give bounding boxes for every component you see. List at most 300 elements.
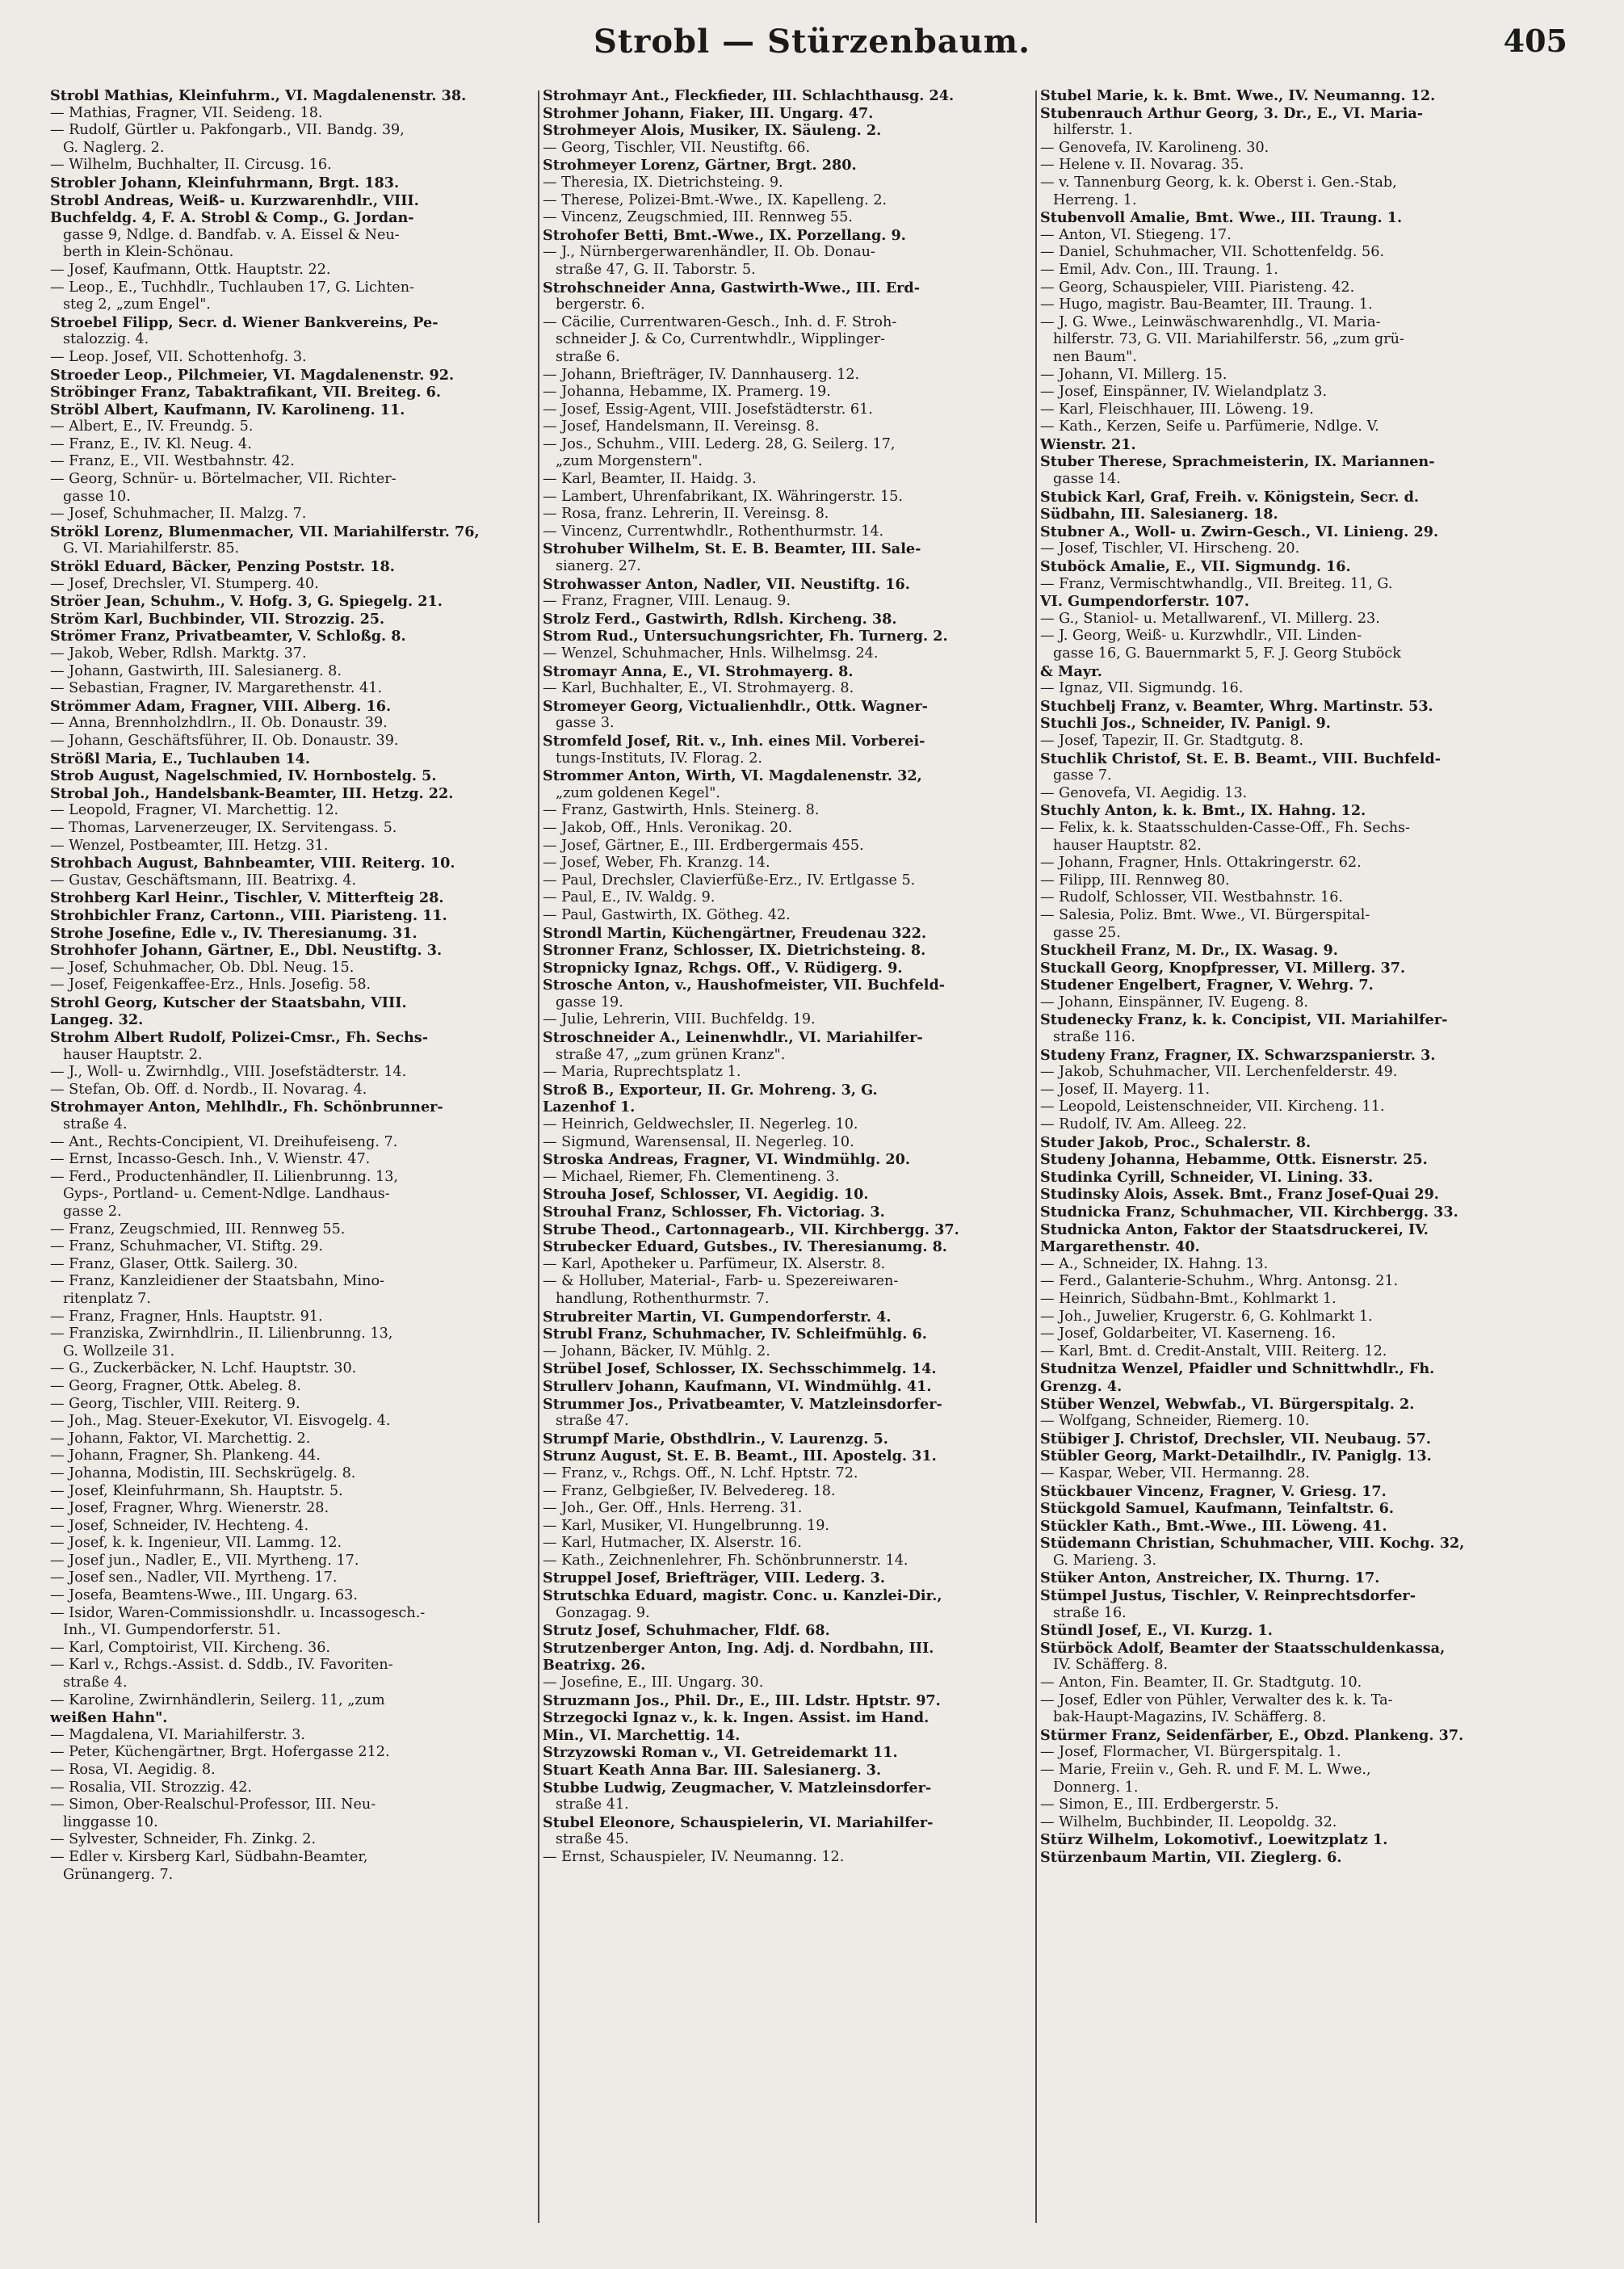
column-divider-2 (1035, 90, 1037, 2223)
directory-entry: Studeny Johanna, Hebamme, Ottk. Eisnerstr. 25. (1040, 1151, 1428, 1169)
directory-entry: — Josef, Handelsmann, II. Vereinsg. 8. (543, 418, 820, 435)
directory-entry: Strobal Joh., Handelsbank-Beamter, III. Hetzg. 22. (50, 784, 454, 802)
directory-entry: — Thomas, Larvenerzeuger, IX. Servitengass. 5. (50, 819, 397, 836)
directory-entry: Strumpf Marie, Obsthdlrin., V. Laurenzg. 5. (543, 1430, 888, 1448)
directory-entry: Strzyzowski Roman v., VI. Getreidemarkt 11. (543, 1744, 898, 1762)
directory-entry: — v. Tannenburg Georg, k. k. Oberst i. Gen.-Stab, (1040, 174, 1397, 191)
directory-entry: Strößl Maria, E., Tuchlauben 14. (50, 750, 310, 767)
directory-entry: — Rosa, franz. Lehrerin, II. Vereinsg. 8. (543, 506, 829, 523)
directory-entry: — Vincenz, Currentwhdlr., Rothenthurmstr. 14. (543, 523, 884, 540)
directory-entry: Strubl Franz, Schuhmacher, IV. Schleifmühlg. 6. (543, 1326, 927, 1343)
directory-entry: — Josef, Schneider, IV. Hechteng. 4. (50, 1517, 309, 1534)
directory-entry: — Wenzel, Schuhmacher, Hnls. Wilhelmsg. 24. (543, 645, 879, 662)
directory-entry: Ström Karl, Buchbinder, VII. Strozzig. 25. (50, 610, 385, 628)
directory-entry: — Josef, Essig-Agent, VIII. Josefstädterstr. 61. (543, 401, 873, 418)
directory-entry: — Johann, Fragner, Sh. Plankeng. 44. (50, 1448, 321, 1464)
directory-entry: Strummer Jos., Privatbeamter, V. Matzleinsdorfer- (543, 1395, 942, 1413)
directory-entry: Strohmeyer Lorenz, Gärtner, Brgt. 280. (543, 157, 857, 174)
directory-entry: — Jos., Schuhm., VIII. Lederg. 28, G. Seilerg. 17, (543, 435, 896, 452)
directory-entry: Strohhofer Johann, Gärtner, E., Dbl. Neustiftg. 3. (50, 942, 443, 960)
directory-entry: — & Holluber, Material-, Farb- u. Spezereiwaren- (543, 1273, 899, 1290)
directory-entry: Studer Jakob, Proc., Schalerstr. 8. (1040, 1133, 1311, 1151)
directory-entry: — Karl, Beamter, II. Haidg. 3. (543, 471, 757, 488)
directory-entry: — Franz, Vermischtwhandlg., VII. Breiteg. 11, G. (1040, 575, 1393, 592)
directory-entry: G. Marieng. 3. (1053, 1552, 1157, 1569)
directory-entry: — Emil, Adv. Con., III. Traung. 1. (1040, 261, 1278, 278)
directory-entry: Studinka Cyrill, Schneider, VI. Lining. 33. (1040, 1168, 1374, 1186)
directory-entry: straße 16. (1053, 1604, 1127, 1621)
directory-entry: Struppel Josef, Briefträger, VIII. Lederg. 3. (543, 1569, 886, 1587)
directory-entry: Stündl Josef, E., VI. Kurzg. 1. (1040, 1622, 1273, 1640)
directory-entry: Strob August, Nagelschmied, IV. Hornbostelg. 5. (50, 767, 437, 785)
directory-entry: Stuchli Jos., Schneider, IV. Panigl. 9. (1040, 715, 1331, 733)
directory-entry: Stückgold Samuel, Kaufmann, Teinfaltstr. 6. (1040, 1500, 1395, 1518)
directory-entry: — Franz, Zeugschmied, III. Rennweg 55. (50, 1221, 346, 1237)
directory-entry: — Johann, Bäcker, IV. Mühlg. 2. (543, 1342, 770, 1359)
directory-entry: Stüker Anton, Anstreicher, IX. Thurng. 17. (1040, 1569, 1380, 1587)
directory-entry: — Franz, Glaser, Ottk. Sailerg. 30. (50, 1255, 298, 1272)
directory-entry: — Rudolf, IV. Am. Alleeg. 22. (1040, 1116, 1247, 1133)
directory-entry: — Rosalia, VII. Strozzig. 42. (50, 1779, 252, 1796)
directory-entry: — Ferd., Galanterie-Schuhm., Whrg. Antonsg. 21. (1040, 1273, 1399, 1290)
directory-entry: — Franz, Gelbgießer, IV. Belvedereg. 18. (543, 1482, 836, 1499)
directory-entry: gasse 14. (1053, 471, 1121, 488)
directory-entry: straße 47, G. II. Taborstr. 5. (556, 261, 756, 278)
directory-entry: — Cäcilie, Currentwaren-Gesch., Inh. d. F. Stroh- (543, 313, 897, 330)
directory-entry: Strouha Josef, Schlosser, VI. Aegidig. 10. (543, 1186, 869, 1204)
directory-entry: — Hugo, magistr. Bau-Beamter, III. Traung. 1. (1040, 296, 1373, 313)
directory-entry: — Heinrich, Geldwechsler, II. Negerleg. 10. (543, 1116, 858, 1133)
directory-entry: — Josef, Tischler, VI. Hirscheng. 20. (1040, 540, 1300, 557)
directory-entry: — Karl, Comptoirist, VII. Kircheng. 36. (50, 1639, 330, 1656)
directory-entry: — Genovefa, VI. Aegidig. 13. (1040, 784, 1248, 801)
directory-entry: — Anton, Fin. Beamter, II. Gr. Stadtgutg. 10. (1040, 1674, 1362, 1691)
directory-entry: — Josef, Flormacher, VI. Bürgerspitalg. 1. (1040, 1744, 1341, 1761)
directory-entry: Studenecky Franz, k. k. Concipist, VII. Mariahilfer- (1040, 1011, 1448, 1029)
directory-entry: Stubenrauch Arthur Georg, 3. Dr., E., VI. Maria- (1040, 104, 1424, 122)
directory-entry: — Simon, Ober-Realschul-Professor, III. Neu- (50, 1796, 376, 1813)
directory-entry: — Josef, II. Mayerg. 11. (1040, 1081, 1211, 1098)
directory-entry: Stuchly Anton, k. k. Bmt., IX. Hahng. 12. (1040, 802, 1366, 820)
directory-entry: Stuböck Amalie, E., VII. Sigmundg. 16. (1040, 558, 1351, 576)
directory-entry: — Franz, v., Rchgs. Off., N. Lchf. Hptstr. 72. (543, 1464, 858, 1481)
directory-entry: Stüber Wenzel, Webwfab., VI. Bürgerspitalg. 2. (1040, 1395, 1415, 1413)
directory-entry: Strobler Johann, Kleinfuhrmann, Brgt. 183. (50, 174, 400, 191)
directory-entry: Stronner Franz, Schlosser, IX. Dietrichsteing. 8. (543, 942, 926, 960)
directory-entry: „zum Morgenstern". (556, 453, 703, 470)
directory-entry: Stroeder Leop., Pilchmeier, VI. Magdalenenstr. 92. (50, 366, 455, 384)
directory-entry: — Rudolf, Gürtler u. Pakfongarb., VII. Bandg. 39, (50, 122, 405, 139)
directory-entry: — Jakob, Weber, Rdlsh. Marktg. 37. (50, 645, 307, 662)
directory-entry: — Josef, k. k. Ingenieur, VII. Lammg. 12. (50, 1535, 342, 1552)
directory-entry: — Josefa, Beamtens-Wwe., III. Ungarg. 63. (50, 1587, 358, 1604)
directory-entry: — Johann, Fragner, Hnls. Ottakringerstr. 62. (1040, 855, 1362, 872)
directory-entry: Strohbach August, Bahnbeamter, VIII. Reiterg. 10. (50, 855, 455, 872)
directory-entry: Stropnicky Ignaz, Rchgs. Off., V. Rüdigerg. 9. (543, 959, 903, 977)
directory-entry: & Mayr. (1040, 662, 1102, 680)
directory-entry: Stubick Karl, Graf, Freih. v. Königstein, Secr. d. (1040, 488, 1420, 506)
directory-entry: — Kath., Zeichnenlehrer, Fh. Schönbrunnerstr. 14. (543, 1552, 909, 1569)
directory-entry: — Theresia, IX. Dietrichsteing. 9. (543, 174, 783, 191)
directory-entry: Stubbe Ludwig, Zeugmacher, V. Matzleinsdorfer- (543, 1779, 932, 1796)
directory-entry: — Gustav, Geschäftsmann, III. Beatrixg. 4. (50, 872, 357, 889)
directory-entry: straße 45. (556, 1831, 629, 1848)
directory-entry: Stubel Eleonore, Schauspielerin, VI. Mariahilfer- (543, 1813, 934, 1831)
column-divider-1 (538, 90, 539, 2223)
directory-entry: — Georg, Tischler, VIII. Reiterg. 9. (50, 1395, 300, 1412)
directory-entry: — Johann, Einspänner, IV. Eugeng. 8. (1040, 994, 1308, 1011)
directory-entry: Strunz August, St. E. B. Beamt., III. Apostelg. 31. (543, 1448, 937, 1465)
directory-entry: — Johann, Faktor, VI. Marchettig. 2. (50, 1430, 311, 1447)
directory-entry: — Johanna, Hebamme, IX. Pramerg. 19. (543, 384, 831, 401)
directory-entry: — Josefine, E., III. Ungarg. 30. (543, 1674, 764, 1691)
directory-entry: — Maria, Ruprechtsplatz 1. (543, 1064, 741, 1081)
directory-entry: — Karl, Hutmacher, IX. Alserstr. 16. (543, 1535, 802, 1552)
directory-entry: — Franz, Gastwirth, Hnls. Steinerg. 8. (543, 802, 820, 819)
directory-entry: steg 2, „zum Engel". (63, 296, 211, 313)
directory-entry: G. Wollzeile 31. (63, 1342, 175, 1359)
directory-entry: Margarethenstr. 40. (1040, 1238, 1200, 1256)
directory-entry: hauser Hauptstr. 2. (63, 1046, 203, 1063)
directory-entry: gasse 16, G. Bauernmarkt 5, F. J. Georg Stuböck (1053, 645, 1401, 662)
directory-entry: hilferstr. 1. (1053, 122, 1133, 139)
directory-entry: Stroß B., Exporteur, II. Gr. Mohreng. 3, G. (543, 1081, 878, 1099)
directory-entry: Stuchbelj Franz, v. Beamter, Whrg. Martinstr. 53. (1040, 697, 1433, 715)
directory-entry: gasse 9, Ndlge. d. Bandfab. v. A. Eissel & Neu- (63, 226, 400, 243)
directory-entry: — Paul, Gastwirth, IX. Götheg. 42. (543, 906, 791, 923)
directory-entry: — Josef jun., Nadler, E., VII. Myrtheng. 17. (50, 1552, 359, 1569)
page-header (0, 18, 1624, 66)
directory-entry: — Paul, Drechsler, Clavierfüße-Erz., IV. Ertlgasse 5. (543, 872, 916, 889)
directory-entry: Strom Rud., Untersuchungsrichter, Fh. Turnerg. 2. (543, 628, 948, 645)
directory-entry: Strübel Josef, Schlosser, IX. Sechsschimmelg. 14. (543, 1360, 937, 1378)
directory-entry: Gyps-, Portland- u. Cement-Ndlge. Landhaus- (63, 1186, 390, 1203)
directory-entry: Strohuber Wilhelm, St. E. B. Beamter, III. Sale- (543, 540, 921, 558)
directory-entry: — J. G. Wwe., Leinwäschwarenhdlg., VI. Maria- (1040, 313, 1381, 330)
column-3 (1040, 87, 1573, 2236)
directory-entry: Donnerg. 1. (1053, 1779, 1139, 1796)
directory-entry: Stüdemann Christian, Schuhmacher, VIII. Kochg. 32, (1040, 1535, 1465, 1553)
directory-entry: — Ernst, Schauspieler, IV. Neumanng. 12. (543, 1848, 845, 1865)
directory-entry: Strubecker Eduard, Gutsbes., IV. Theresianumg. 8. (543, 1238, 947, 1256)
directory-entry: — Sigmund, Warensensal, II. Negerleg. 10. (543, 1133, 854, 1150)
directory-entry: Strutschka Eduard, magistr. Conc. u. Kanzlei-Dir., (543, 1587, 942, 1605)
directory-entry: — J., Nürnbergerwarenhändler, II. Ob. Donau- (543, 244, 875, 261)
directory-entry: — J., Woll- u. Zwirnhdlg., VIII. Josefstädterstr. 14. (50, 1064, 407, 1081)
directory-entry: — Marie, Freiin v., Geh. R. und F. M. L. Wwe., (1040, 1762, 1371, 1778)
directory-entry: — Wilhelm, Buchhalter, II. Circusg. 16. (50, 157, 332, 174)
directory-entry: Strohberg Karl Heinr., Tischler, V. Mitterfteig 28. (50, 889, 444, 907)
directory-entry: — Joh., Mag. Steuer-Exekutor, VI. Eisvogelg. 4. (50, 1413, 391, 1430)
directory-entry: Strobl Andreas, Weiß- u. Kurzwarenhdlr., VIII. (50, 191, 419, 209)
directory-entry: Strohschneider Anna, Gastwirth-Wwe., III. Erd- (543, 279, 920, 296)
directory-entry: — Franz, E., IV. Kl. Neug. 4. (50, 435, 252, 452)
directory-entry: — Salesia, Poliz. Bmt. Wwe., VI. Bürgerspital- (1040, 906, 1370, 923)
directory-entry: Studener Engelbert, Fragner, V. Wehrg. 7. (1040, 977, 1374, 994)
directory-entry: — Josef, Drechsler, VI. Stumperg. 40. (50, 575, 319, 592)
directory-entry: — Josef sen., Nadler, VII. Myrtheng. 17. (50, 1569, 338, 1586)
directory-entry: straße 41. (556, 1796, 629, 1813)
directory-entry: gasse 10. (63, 488, 131, 505)
directory-entry: — Simon, E., III. Erdbergerstr. 5. (1040, 1796, 1279, 1813)
directory-entry: Ströbl Albert, Kaufmann, IV. Karolineng. 11. (50, 401, 405, 418)
directory-entry: — Sebastian, Fragner, IV. Margarethenstr. 41. (50, 680, 383, 697)
directory-entry: — Johann, Gastwirth, III. Salesianerg. 8. (50, 662, 342, 679)
directory-entry: — Isidor, Waren-Commissionshdlr. u. Incassogesch.- (50, 1604, 426, 1621)
directory-entry: — Kaspar, Weber, VII. Hermanng. 28. (1040, 1464, 1310, 1481)
directory-entry: Strommer Anton, Wirth, VI. Magdalenenstr. 32, (543, 767, 922, 785)
directory-entry: — Franziska, Zwirnhdlrin., II. Lilienbrunng. 13, (50, 1326, 393, 1342)
directory-entry: Studnicka Franz, Schuhmacher, VII. Kirchbergg. 33. (1040, 1204, 1458, 1221)
directory-entry: — Ant., Rechts-Concipient, VI. Dreihufeiseng. 7. (50, 1133, 398, 1150)
directory-entry: Strondl Martin, Küchengärtner, Freudenau 322. (543, 924, 927, 942)
directory-entry: — Vincenz, Zeugschmied, III. Rennweg 55. (543, 209, 853, 226)
directory-entry: Strzegocki Ignaz v., k. k. Ingen. Assist. im Hand. (543, 1709, 929, 1727)
directory-entry: — Michael, Riemer, Fh. Clementineng. 3. (543, 1168, 840, 1185)
directory-entry: Strohe Josefine, Edle v., IV. Theresianumg. 31. (50, 924, 418, 942)
directory-entry: — J. Georg, Weiß- u. Kurzwhdlr., VII. Linden- (1040, 628, 1362, 645)
directory-entry: — Helene v. II. Novarag. 35. (1040, 157, 1244, 174)
directory-entry: straße 47. (556, 1413, 629, 1430)
directory-entry: Strobl Mathias, Kleinfuhrm., VI. Magdalenenstr. 38. (50, 87, 467, 104)
directory-entry: Beatrixg. 26. (543, 1657, 646, 1674)
directory-entry: — A., Schneider, IX. Hahng. 13. (1040, 1255, 1269, 1272)
directory-entry: — Genovefa, IV. Karolineng. 30. (1040, 139, 1269, 156)
directory-entry: — Franz, Fragner, VIII. Lenaug. 9. (543, 593, 791, 610)
directory-entry: weißen Hahn". (50, 1709, 168, 1727)
directory-entry: Strohofer Betti, Bmt.-Wwe., IX. Porzellang. 9. (543, 226, 906, 244)
directory-entry: Südbahn, III. Salesianerg. 18. (1040, 506, 1278, 523)
directory-entry: — Karl, Musiker, VI. Hungelbrunng. 19. (543, 1517, 830, 1534)
directory-entry: — Johann, VI. Millerg. 15. (1040, 366, 1227, 383)
directory-entry: — Josef, Schuhmacher, Ob. Dbl. Neug. 15. (50, 959, 355, 976)
directory-entry: — Ignaz, VII. Sigmundg. 16. (1040, 680, 1244, 697)
directory-entry: gasse 2. (63, 1204, 122, 1220)
directory-entry: stalozzig. 4. (63, 331, 149, 348)
directory-entry: Inh., VI. Gumpendorferstr. 51. (63, 1622, 281, 1639)
directory-entry: — Leopold, Leistenschneider, VII. Kircheng. 11. (1040, 1099, 1385, 1116)
directory-entry: Stürzenbaum Martin, VII. Zieglerg. 6. (1040, 1848, 1342, 1866)
directory-entry: hilferstr. 73, G. VII. Mariahilferstr. 56, „zum grü- (1053, 331, 1404, 348)
directory-entry: — Therese, Polizei-Bmt.-Wwe., IX. Kapelleng. 2. (543, 191, 888, 208)
directory-entry: — Edler v. Kirsberg Karl, Südbahn-Beamter, (50, 1848, 368, 1865)
directory-entry: — Leopold, Fragner, VI. Marchettig. 12. (50, 802, 339, 819)
directory-entry: — Josef, Feigenkaffee-Erz., Hnls. Josefig. 58. (50, 977, 371, 994)
directory-entry: — Georg, Schnür- u. Börtelmacher, VII. Richter- (50, 471, 397, 488)
directory-entry: bergerstr. 6. (556, 296, 645, 313)
directory-entry: — Georg, Schauspieler, VIII. Piaristeng. 42. (1040, 279, 1355, 296)
directory-entry: — Josef, Tapezir, II. Gr. Stadtgutg. 8. (1040, 732, 1304, 749)
directory-entry: Studnitza Wenzel, Pfaidler und Schnittwhdlr., Fh. (1040, 1360, 1435, 1378)
directory-entry: — Ferd., Productenhändler, II. Lilienbrunng. 13, (50, 1168, 398, 1185)
directory-entry: Strohl Georg, Kutscher der Staatsbahn, VIII. (50, 994, 407, 1011)
column-1 (50, 87, 535, 2236)
page-number: 405 (1503, 23, 1567, 59)
directory-entry: — Karl v., Rchgs.-Assist. d. Sddb., IV. Favoriten- (50, 1657, 393, 1674)
directory-entry: — Ernst, Incasso-Gesch. Inh., V. Wienstr. 47. (50, 1151, 371, 1168)
directory-entry: — Daniel, Schuhmacher, VII. Schottenfeldg. 56. (1040, 244, 1385, 261)
directory-entry: — Magdalena, VI. Mariahilferstr. 3. (50, 1726, 306, 1743)
directory-entry: Strökl Eduard, Bäcker, Penzing Poststr. 18. (50, 558, 395, 576)
directory-entry: — Josef, Schuhmacher, II. Malzg. 7. (50, 506, 307, 523)
directory-entry: Stübler Georg, Markt-Detailhdlr., IV. Paniglg. 13. (1040, 1448, 1432, 1465)
directory-entry: — Karl, Buchhalter, E., VI. Strohmayerg. 8. (543, 680, 854, 697)
directory-entry: — Franz, E., VII. Westbahnstr. 42. (50, 453, 295, 470)
directory-entry: — Stefan, Ob. Off. d. Nordb., II. Novarag. 4. (50, 1081, 367, 1098)
directory-entry: hauser Hauptstr. 82. (1053, 837, 1202, 854)
directory-entry: Strutz Josef, Schuhmacher, Fldf. 68. (543, 1622, 830, 1640)
directory-entry: straße 6. (556, 348, 620, 365)
directory-entry: — Wilhelm, Buchbinder, II. Leopoldg. 32. (1040, 1813, 1337, 1830)
directory-entry: — Josef, Edler von Pühler, Verwalter des k. k. Ta- (1040, 1691, 1393, 1708)
directory-entry: Studinsky Alois, Assek. Bmt., Franz Josef-Quai 29. (1040, 1186, 1439, 1204)
directory-entry: G. VI. Mariahilferstr. 85. (63, 540, 240, 557)
directory-entry: Stroschneider A., Leinenwhdlr., VI. Mariahilfer- (543, 1029, 923, 1047)
directory-entry: gasse 7. (1053, 767, 1112, 784)
directory-entry: — Georg, Fragner, Ottk. Abeleg. 8. (50, 1377, 301, 1394)
directory-entry: Grenzg. 4. (1040, 1377, 1123, 1395)
directory-entry: Ströbinger Franz, Tabaktrafikant, VII. Breiteg. 6. (50, 384, 442, 401)
directory-entry: — Johanna, Modistin, III. Sechskrügelg. 8. (50, 1464, 356, 1481)
directory-entry: Studeny Franz, Fragner, IX. Schwarzspanierstr. 3. (1040, 1046, 1436, 1064)
directory-entry: Strömmer Adam, Fragner, VIII. Alberg. 16. (50, 697, 392, 715)
directory-entry: berth in Klein-Schönau. (63, 244, 234, 261)
directory-entry: — Heinrich, Südbahn-Bmt., Kohlmarkt 1. (1040, 1290, 1337, 1307)
directory-entry: — Josef, Kaufmann, Ottk. Hauptstr. 22. (50, 261, 331, 278)
directory-entry: Herreng. 1. (1053, 191, 1137, 208)
directory-entry: Langeg. 32. (50, 1011, 144, 1029)
directory-entry: — G., Staniol- u. Metallwarenf., VI. Millerg. 23. (1040, 610, 1380, 627)
directory-entry: — Georg, Tischler, VII. Neustiftg. 66. (543, 139, 811, 156)
running-head: Strobl — Stürzenbaum. (593, 23, 1031, 61)
directory-entry: — Franz, Fragner, Hnls. Hauptstr. 91. (50, 1308, 323, 1325)
directory-entry: Stroebel Filipp, Secr. d. Wiener Bankvereins, Pe- (50, 313, 439, 331)
directory-entry: Stubenvoll Amalie, Bmt. Wwe., III. Traung. 1. (1040, 209, 1403, 227)
directory-entry: Stübiger J. Christof, Drechsler, VII. Neubaug. 57. (1040, 1430, 1431, 1448)
directory-entry: handlung, Rothenthurmstr. 7. (556, 1290, 770, 1307)
directory-entry: Strohmayr Ant., Fleckfieder, III. Schlachthausg. 24. (543, 87, 955, 104)
directory-entry: IV. Schäfferg. 8. (1053, 1657, 1169, 1674)
directory-entry: — Anton, VI. Stiegeng. 17. (1040, 226, 1232, 243)
directory-entry: Strutzenberger Anton, Ing. Adj. d. Nordbahn, III. (543, 1639, 934, 1657)
directory-entry: — Josef, Kleinfuhrmann, Sh. Hauptstr. 5. (50, 1482, 343, 1499)
directory-entry: — Rosa, VI. Aegidig. 8. (50, 1762, 216, 1778)
directory-entry: nen Baum". (1053, 348, 1137, 365)
directory-entry: Strolz Ferd., Gastwirth, Rdlsh. Kircheng. 38. (543, 610, 897, 628)
directory-entry: Strubreiter Martin, VI. Gumpendorferstr. 4. (543, 1308, 892, 1326)
column-2 (543, 87, 1032, 2236)
directory-entry: — Sylvester, Schneider, Fh. Zinkg. 2. (50, 1831, 317, 1848)
directory-entry: sianerg. 27. (556, 558, 641, 575)
directory-entry: — Rudolf, Schlosser, VII. Westbahnstr. 16. (1040, 889, 1344, 906)
directory-entry: — Julie, Lehrerin, VIII. Buchfeldg. 19. (543, 1011, 816, 1028)
directory-entry: Stürz Wilhelm, Lokomotivf., Loewitzplatz 1. (1040, 1831, 1388, 1849)
directory-entry: Ströer Jean, Schuhm., V. Hofg. 3, G. Spiegelg. 21. (50, 593, 443, 611)
directory-entry: — Josef, Gärtner, E., III. Erdbergermais 455. (543, 837, 864, 854)
directory-entry: Stuckall Georg, Knopfpresser, VI. Millerg. 37. (1040, 959, 1406, 977)
directory-entry: — Josef, Fragner, Whrg. Wienerstr. 28. (50, 1500, 329, 1517)
directory-entry: — Mathias, Fragner, VII. Seideng. 18. (50, 104, 323, 121)
directory-entry: Strömer Franz, Privatbeamter, V. Schloßg. 8. (50, 628, 406, 645)
directory-entry: Strökl Lorenz, Blumenmacher, VII. Mariahilferstr. 76, (50, 523, 480, 540)
directory-entry: Lazenhof 1. (543, 1099, 636, 1116)
directory-entry: straße 47, „zum grünen Kranz". (556, 1046, 786, 1063)
directory-entry: Grünangerg. 7. (63, 1866, 174, 1883)
directory-entry: — Franz, Kanzleidiener der Staatsbahn, Mino- (50, 1273, 385, 1290)
directory-entry: linggasse 10. (63, 1813, 158, 1830)
directory-entry: Strullerv Johann, Kaufmann, VI. Windmühlg. 41. (543, 1377, 932, 1395)
directory-entry: — Johann, Geschäftsführer, II. Ob. Donaustr. 39. (50, 732, 399, 749)
directory-entry: — Karoline, Zwirnhändlerin, Seilerg. 11, „zum (50, 1691, 385, 1708)
directory-entry: — Leop., E., Tuchhdlr., Tuchlauben 17, G. Lichten- (50, 279, 414, 296)
directory-entry: Wienstr. 21. (1040, 435, 1136, 453)
directory-entry: — Karl, Apotheker u. Parfümeur, IX. Alserstr. 8. (543, 1255, 886, 1272)
directory-entry: — Franz, Schuhmacher, VI. Stiftg. 29. (50, 1238, 324, 1255)
directory-entry: Strohmayer Anton, Mehlhdlr., Fh. Schönbrunner- (50, 1099, 443, 1116)
directory-entry: tungs-Instituts, IV. Florag. 2. (556, 750, 762, 767)
directory-entry: Stromeyer Georg, Victualienhdlr., Ottk. Wagner- (543, 697, 928, 715)
directory-entry: Strohmer Johann, Fiaker, III. Ungarg. 47. (543, 104, 874, 122)
directory-entry: straße 4. (63, 1674, 128, 1691)
directory-entry: Studnicka Anton, Faktor der Staatsdruckerei, IV. (1040, 1221, 1429, 1238)
directory-entry: — Anna, Brennholzhdlrn., II. Ob. Donaustr. 39. (50, 715, 388, 732)
directory-entry: — Felix, k. k. Staatsschulden-Casse-Off., Fh. Sechs- (1040, 819, 1411, 836)
directory-entry: Stubel Marie, k. k. Bmt. Wwe., IV. Neumanng. 12. (1040, 87, 1436, 104)
directory-entry: Strosche Anton, v., Haushofmeister, VII. Buchfeld- (543, 977, 946, 994)
directory-entry: Stückler Kath., Bmt.-Wwe., III. Löweng. 41. (1040, 1517, 1387, 1535)
directory-entry: Stromfeld Josef, Rit. v., Inh. eines Mil. Vorberei- (543, 732, 925, 750)
directory-entry: Strouhal Franz, Schlosser, Fh. Victoriag. 3. (543, 1204, 885, 1221)
directory-entry: Strohm Albert Rudolf, Polizei-Cmsr., Fh. Sechs- (50, 1029, 429, 1047)
directory-entry: Stuckheil Franz, M. Dr., IX. Wasag. 9. (1040, 942, 1338, 960)
directory-entry: — Filipp, III. Rennweg 80. (1040, 872, 1230, 889)
directory-entry: gasse 3. (556, 715, 615, 732)
directory-entry: — Karl, Bmt. d. Credit-Anstalt, VIII. Reiterg. 12. (1040, 1342, 1387, 1359)
directory-entry: Struzmann Jos., Phil. Dr., E., III. Ldstr. Hptstr. 97. (543, 1691, 941, 1709)
directory-entry: G. Naglerg. 2. (63, 139, 165, 156)
directory-entry: ritenplatz 7. (63, 1290, 151, 1307)
directory-entry: Min., VI. Marchettig. 14. (543, 1726, 741, 1744)
directory-entry: — Paul, E., IV. Waldg. 9. (543, 889, 715, 906)
directory-entry: bak-Haupt-Magazins, IV. Schäfferg. 8. (1053, 1709, 1327, 1726)
directory-entry: Stuchlik Christof, St. E. B. Beamt., VIII. Buchfeld- (1040, 750, 1441, 767)
directory-entry: Buchfeldg. 4, F. A. Strobl & Comp., G. Jordan- (50, 209, 414, 227)
directory-entry: schneider J. & Co, Currentwhdlr., Wipplinger- (556, 331, 886, 348)
directory-entry: — Wenzel, Postbeamter, III. Hetzg. 31. (50, 837, 329, 854)
directory-entry: Stürmer Franz, Seidenfärber, E., Obzd. Plankeng. 37. (1040, 1726, 1464, 1744)
directory-entry: Stümpel Justus, Tischler, V. Reinprechtsdorfer- (1040, 1587, 1416, 1605)
directory-entry: gasse 25. (1053, 924, 1121, 941)
directory-entry: „zum goldenen Kegel". (556, 784, 720, 801)
directory-entry: Stubner A., Woll- u. Zwirn-Gesch., VI. Linieng. 29. (1040, 523, 1439, 540)
directory-entry: — Albert, E., IV. Freundg. 5. (50, 418, 254, 435)
directory-entry: Stuber Therese, Sprachmeisterin, IX. Mariannen- (1040, 453, 1435, 471)
directory-entry: — Josef, Goldarbeiter, VI. Kaserneng. 16. (1040, 1326, 1337, 1342)
directory-entry: Stuart Keath Anna Bar. III. Salesianerg. 3. (543, 1762, 882, 1779)
directory-entry: — Karl, Fleischhauer, III. Löweng. 19. (1040, 401, 1314, 418)
directory-entry: Stürböck Adolf, Beamter der Staatsschuldenkassa, (1040, 1639, 1446, 1657)
directory-entry: Strohwasser Anton, Nadler, VII. Neustiftg. 16. (543, 575, 910, 593)
directory-entry: — Josef, Einspänner, IV. Wielandplatz 3. (1040, 384, 1328, 401)
directory-entry: — Josef, Weber, Fh. Kranzg. 14. (543, 855, 770, 872)
directory-entry: Stromayr Anna, E., VI. Strohmayerg. 8. (543, 662, 854, 680)
directory-entry: — Jakob, Off., Hnls. Veronikag. 20. (543, 819, 793, 836)
directory-entry: — Peter, Küchengärtner, Brgt. Hofergasse 212. (50, 1744, 390, 1761)
directory-columns (50, 87, 1584, 2252)
directory-entry: — Jakob, Schuhmacher, VII. Lerchenfelderstr. 49. (1040, 1064, 1398, 1081)
directory-entry: Stroska Andreas, Fragner, VI. Windmühlg. 20. (543, 1151, 910, 1169)
directory-entry: — G., Zuckerbäcker, N. Lchf. Hauptstr. 30. (50, 1360, 357, 1377)
